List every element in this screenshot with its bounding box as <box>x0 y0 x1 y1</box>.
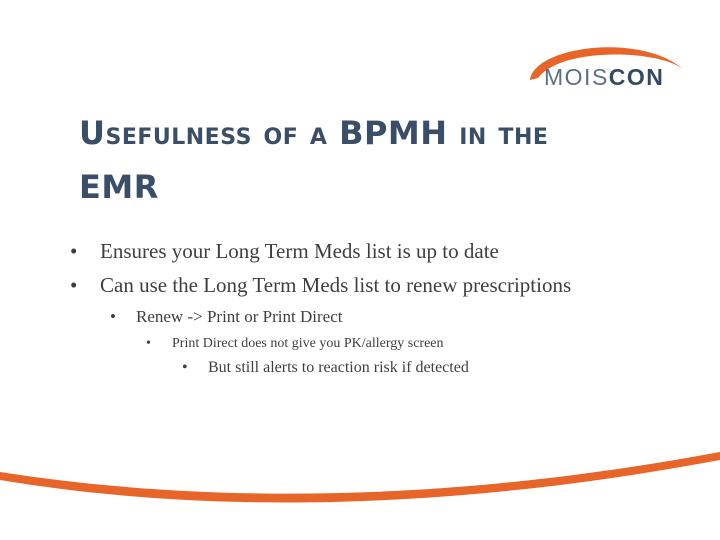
list-item-text: Ensures your Long Term Meds list is up to date <box>100 239 499 263</box>
title-line-1: Usefulness of a BPMH in the <box>79 114 549 152</box>
bullet-list-level-3 <box>146 333 444 357</box>
list-item <box>146 333 444 357</box>
logo-wordmark <box>544 64 664 91</box>
list-item-text: But still alerts to reaction risk if detected <box>208 359 469 376</box>
logo-text-con: CON <box>608 64 665 90</box>
list-item <box>70 270 571 304</box>
bullet-list-level-4 <box>182 356 469 380</box>
list-item <box>110 304 342 332</box>
bullet-icon: • <box>110 307 116 326</box>
bullet-list-level-1 <box>70 236 571 304</box>
moiscon-logo <box>522 36 692 106</box>
bullet-icon: • <box>146 336 151 351</box>
footer-swoosh <box>0 440 720 540</box>
bullet-list-level-2 <box>110 304 342 332</box>
logo-text-mois: MOIS <box>544 64 609 90</box>
slide-title <box>79 106 679 214</box>
bullet-icon: • <box>70 239 78 263</box>
title-line-2: EMR <box>79 168 159 206</box>
list-item <box>70 236 571 270</box>
bullet-icon: • <box>182 359 188 376</box>
list-item-text: Print Direct does not give you PK/allergy screen <box>172 336 444 351</box>
list-item-text: Can use the Long Term Meds list to renew prescriptions <box>100 273 572 297</box>
list-item-text: Renew -> Print or Print Direct <box>136 307 343 326</box>
list-item <box>182 356 469 380</box>
bullet-icon: • <box>70 273 78 297</box>
